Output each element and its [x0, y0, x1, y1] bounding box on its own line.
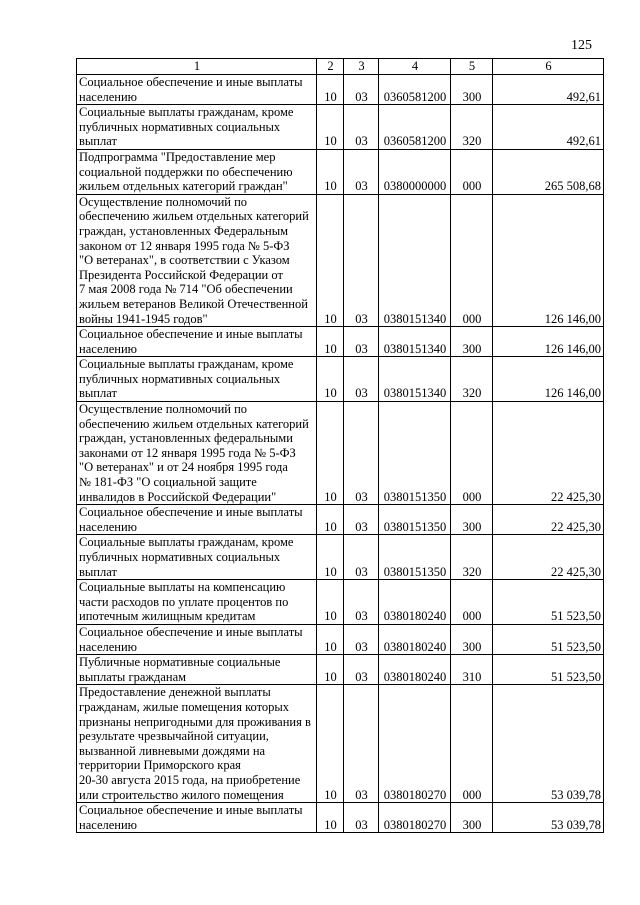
row-expense-type-cell: 300	[451, 505, 493, 535]
row-name-cell: Социальные выплаты на компенсацию части расходов по уплате процентов по ипотечным жилищным кредитам	[77, 580, 317, 625]
row-amount-cell: 22 425,30	[493, 505, 604, 535]
row-amount-cell: 53 039,78	[493, 803, 604, 833]
row-target-article-cell: 0380151350	[379, 402, 451, 505]
row-target-article-cell: 0380180270	[379, 685, 451, 803]
row-section-cell: 10	[317, 535, 344, 580]
row-subsection-cell: 03	[344, 535, 379, 580]
row-subsection-cell: 03	[344, 149, 379, 194]
row-target-article-cell: 0360581200	[379, 105, 451, 150]
row-section-cell: 10	[317, 655, 344, 685]
row-section-cell: 10	[317, 357, 344, 402]
row-target-article-cell: 0380151350	[379, 535, 451, 580]
row-section-cell: 10	[317, 75, 344, 105]
row-section-cell: 10	[317, 685, 344, 803]
row-section-cell: 10	[317, 505, 344, 535]
page-number: 125	[571, 38, 592, 53]
row-subsection-cell: 03	[344, 402, 379, 505]
row-section-cell: 10	[317, 402, 344, 505]
row-subsection-cell: 03	[344, 624, 379, 654]
row-target-article-cell: 0360581200	[379, 75, 451, 105]
table-row	[77, 624, 604, 654]
row-subsection-cell: 03	[344, 655, 379, 685]
row-amount-cell: 492,61	[493, 75, 604, 105]
row-target-article-cell: 0380180270	[379, 803, 451, 833]
table-header-row	[77, 59, 604, 75]
row-amount-cell: 51 523,50	[493, 580, 604, 625]
row-amount-cell: 51 523,50	[493, 655, 604, 685]
row-name-cell: Социальное обеспечение и иные выплаты населению	[77, 803, 317, 833]
row-amount-cell: 126 146,00	[493, 194, 604, 326]
row-subsection-cell: 03	[344, 105, 379, 150]
row-name-cell: Осуществление полномочий по обеспечению жильем отдельных категорий граждан, установленных Федеральным законом от 12 января 1995 года № 5-ФЗ "О ветеранах", в соответствии с Указом Президента Российской Федерации от 7 мая 2008 года № 714 "Об обеспечении жильем ветеранов Великой Отечественной войны 1941-1945 годов"	[77, 194, 317, 326]
row-subsection-cell: 03	[344, 194, 379, 326]
row-subsection-cell: 03	[344, 75, 379, 105]
row-section-cell: 10	[317, 327, 344, 357]
column-header: 3	[344, 59, 379, 75]
row-target-article-cell: 0380151340	[379, 194, 451, 326]
row-name-cell: Социальное обеспечение и иные выплаты населению	[77, 624, 317, 654]
table-row	[77, 580, 604, 625]
budget-table	[76, 58, 604, 833]
table-row	[77, 655, 604, 685]
row-target-article-cell: 0380180240	[379, 624, 451, 654]
row-section-cell: 10	[317, 803, 344, 833]
row-name-cell: Социальное обеспечение и иные выплаты населению	[77, 505, 317, 535]
row-target-article-cell: 0380151340	[379, 357, 451, 402]
row-expense-type-cell: 000	[451, 580, 493, 625]
table-row	[77, 685, 604, 803]
row-name-cell: Публичные нормативные социальные выплаты гражданам	[77, 655, 317, 685]
column-header: 5	[451, 59, 493, 75]
row-target-article-cell: 0380151340	[379, 327, 451, 357]
row-amount-cell: 22 425,30	[493, 402, 604, 505]
table-row	[77, 194, 604, 326]
column-header: 1	[77, 59, 317, 75]
row-subsection-cell: 03	[344, 505, 379, 535]
row-expense-type-cell: 300	[451, 327, 493, 357]
row-expense-type-cell: 000	[451, 685, 493, 803]
row-expense-type-cell: 000	[451, 194, 493, 326]
row-name-cell: Социальные выплаты гражданам, кроме публичных нормативных социальных выплат	[77, 105, 317, 150]
row-amount-cell: 22 425,30	[493, 535, 604, 580]
row-target-article-cell: 0380180240	[379, 655, 451, 685]
row-amount-cell: 492,61	[493, 105, 604, 150]
row-expense-type-cell: 300	[451, 75, 493, 105]
row-subsection-cell: 03	[344, 357, 379, 402]
row-amount-cell: 51 523,50	[493, 624, 604, 654]
table-row	[77, 505, 604, 535]
row-target-article-cell: 0380000000	[379, 149, 451, 194]
table-row	[77, 803, 604, 833]
row-expense-type-cell: 300	[451, 624, 493, 654]
row-name-cell: Осуществление полномочий по обеспечению жильем отдельных категорий граждан, установленных федеральными законами от 12 января 1995 года № 5-ФЗ "О ветеранах" и от 24 ноября 1995 года № 181-ФЗ "О социальной защите инвалидов в Российской Федерации"	[77, 402, 317, 505]
row-expense-type-cell: 320	[451, 357, 493, 402]
row-expense-type-cell: 300	[451, 803, 493, 833]
row-section-cell: 10	[317, 149, 344, 194]
row-section-cell: 10	[317, 580, 344, 625]
row-subsection-cell: 03	[344, 580, 379, 625]
row-subsection-cell: 03	[344, 327, 379, 357]
row-target-article-cell: 0380151350	[379, 505, 451, 535]
row-name-cell: Социальное обеспечение и иные выплаты населению	[77, 75, 317, 105]
row-name-cell: Социальное обеспечение и иные выплаты населению	[77, 327, 317, 357]
row-expense-type-cell: 000	[451, 149, 493, 194]
row-name-cell: Социальные выплаты гражданам, кроме публичных нормативных социальных выплат	[77, 357, 317, 402]
table-row	[77, 75, 604, 105]
table-row	[77, 149, 604, 194]
table-row	[77, 105, 604, 150]
table-row	[77, 327, 604, 357]
row-expense-type-cell: 000	[451, 402, 493, 505]
row-amount-cell: 53 039,78	[493, 685, 604, 803]
row-subsection-cell: 03	[344, 685, 379, 803]
row-amount-cell: 265 508,68	[493, 149, 604, 194]
table-row	[77, 402, 604, 505]
row-target-article-cell: 0380180240	[379, 580, 451, 625]
row-name-cell: Предоставление денежной выплаты гражданам, жилые помещения которых признаны непригодными для проживания в результате чрезвычайной ситуации, вызванной ливневыми дождями на территории Приморского края 20-30 августа 2015 года, на приобретение или строительство жилого помещения	[77, 685, 317, 803]
row-expense-type-cell: 320	[451, 105, 493, 150]
row-amount-cell: 126 146,00	[493, 357, 604, 402]
column-header: 6	[493, 59, 604, 75]
row-expense-type-cell: 320	[451, 535, 493, 580]
row-expense-type-cell: 310	[451, 655, 493, 685]
column-header: 4	[379, 59, 451, 75]
row-section-cell: 10	[317, 105, 344, 150]
row-section-cell: 10	[317, 194, 344, 326]
row-name-cell: Социальные выплаты гражданам, кроме публичных нормативных социальных выплат	[77, 535, 317, 580]
row-name-cell: Подпрограмма "Предоставление мер социальной поддержки по обеспечению жильем отдельных категорий граждан"	[77, 149, 317, 194]
row-subsection-cell: 03	[344, 803, 379, 833]
row-section-cell: 10	[317, 624, 344, 654]
table-row	[77, 535, 604, 580]
row-amount-cell: 126 146,00	[493, 327, 604, 357]
table-body	[77, 59, 604, 833]
column-header: 2	[317, 59, 344, 75]
table-row	[77, 357, 604, 402]
